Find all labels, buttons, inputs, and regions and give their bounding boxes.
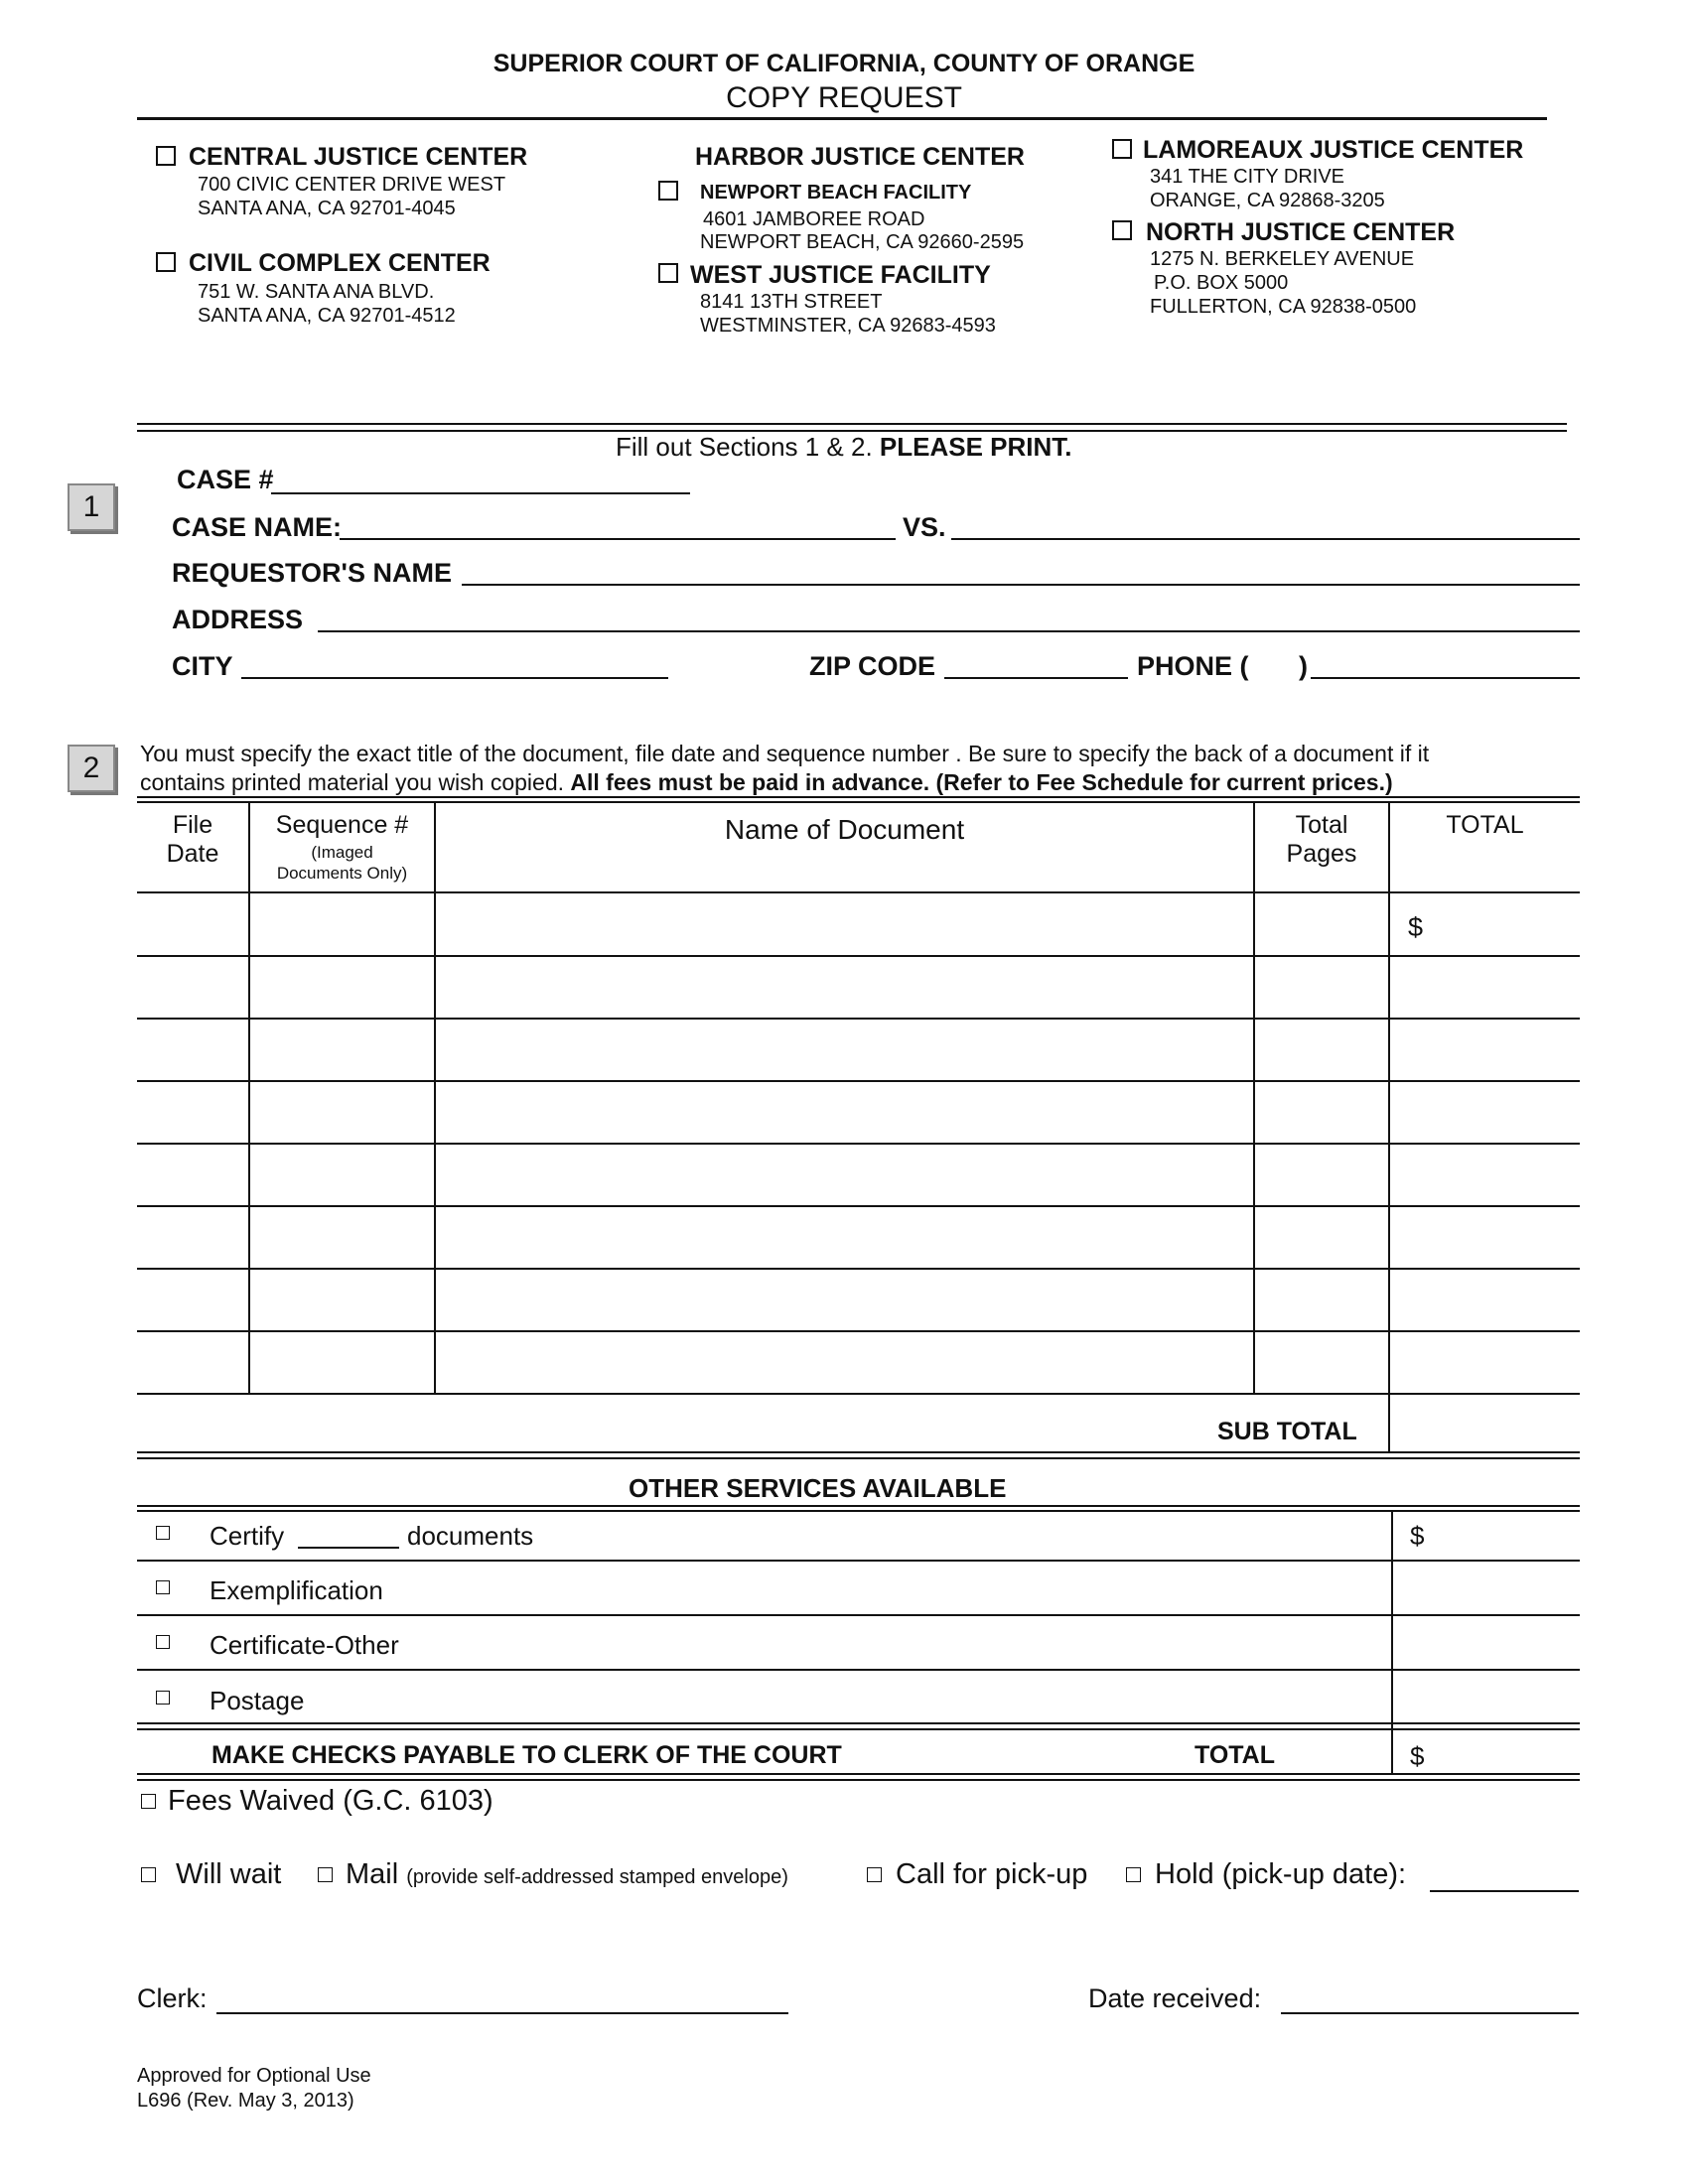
- services-rule-a: [137, 1505, 1580, 1507]
- total-rule-a: [137, 1773, 1580, 1775]
- table-row[interactable]: [137, 1207, 1580, 1268]
- table-row[interactable]: [137, 957, 1580, 1018]
- row-rule-8: [137, 1393, 1580, 1395]
- table-row[interactable]: [137, 1020, 1580, 1080]
- section1-top-rule-a: [137, 423, 1567, 425]
- city-field[interactable]: [241, 677, 668, 679]
- certify-count-field[interactable]: [298, 1547, 399, 1549]
- services-row-rule-2: [137, 1614, 1580, 1616]
- case-number-field[interactable]: [271, 492, 690, 494]
- civil-complex-address2: SANTA ANA, CA 92701-4512: [198, 305, 456, 327]
- lamoreaux-address2: ORANGE, CA 92868-3205: [1150, 190, 1385, 211]
- header-document-name: Name of Document: [724, 814, 965, 845]
- west-justice-checkbox[interactable]: [658, 263, 678, 283]
- newport-beach-address1: 4601 JAMBOREE ROAD: [703, 208, 925, 230]
- civil-complex-address1: 751 W. SANTA ANA BLVD.: [198, 281, 435, 303]
- phone-close-paren: ): [1299, 651, 1308, 681]
- fees-waived-checkbox[interactable]: [141, 1794, 156, 1809]
- vs-label: VS.: [903, 512, 946, 542]
- zip-code-label: ZIP CODE: [809, 651, 936, 681]
- header-total-pages-2: Pages: [1286, 840, 1357, 868]
- newport-beach-name: NEWPORT BEACH FACILITY: [700, 182, 972, 204]
- phone-field[interactable]: [1311, 677, 1580, 679]
- checks-payable-label: MAKE CHECKS PAYABLE TO CLERK OF THE COURT: [211, 1741, 842, 1769]
- table-row[interactable]: [137, 893, 1580, 955]
- west-justice-address2: WESTMINSTER, CA 92683-4593: [700, 315, 996, 337]
- header-total-pages-1: Total: [1295, 811, 1348, 839]
- mail-label: Mail: [346, 1858, 399, 1890]
- city-label: CITY: [172, 651, 233, 681]
- case-number-label: CASE #: [177, 465, 274, 494]
- case-name-field[interactable]: [340, 538, 896, 540]
- clerk-label: Clerk:: [137, 1983, 208, 2013]
- lamoreaux-address1: 341 THE CITY DRIVE: [1150, 166, 1344, 188]
- table-row[interactable]: [137, 1270, 1580, 1330]
- lamoreaux-checkbox[interactable]: [1112, 139, 1132, 159]
- date-received-field[interactable]: [1281, 2012, 1579, 2014]
- services-row-rule-1: [137, 1560, 1580, 1562]
- address-label: ADDRESS: [172, 605, 304, 634]
- table-top-rule-a: [137, 796, 1580, 798]
- instruction-fees-bold: All fees must be paid in advance. (Refer to Fee Schedule for current prices.): [570, 769, 1393, 795]
- services-row-rule-4b: [137, 1728, 1580, 1730]
- hold-label: Hold (pick-up date):: [1155, 1858, 1407, 1890]
- postage-checkbox[interactable]: [156, 1691, 170, 1705]
- grand-total-label: TOTAL: [1195, 1741, 1276, 1769]
- certify-documents-label: documents: [407, 1521, 534, 1551]
- header-rule: [137, 117, 1547, 120]
- certify-label: Certify: [210, 1521, 285, 1551]
- hold-date-field[interactable]: [1430, 1890, 1579, 1892]
- header-file-date-1: File: [172, 811, 213, 839]
- total-rule-b: [137, 1779, 1580, 1781]
- header-sequence: Sequence #: [275, 811, 409, 839]
- certificate-other-checkbox[interactable]: [156, 1635, 170, 1649]
- form-number: L696 (Rev. May 3, 2013): [137, 2090, 354, 2112]
- central-justice-checkbox[interactable]: [156, 146, 176, 166]
- other-services-heading: OTHER SERVICES AVAILABLE: [629, 1473, 1007, 1503]
- north-justice-address3: FULLERTON, CA 92838-0500: [1150, 296, 1417, 318]
- table-top-rule-b: [137, 801, 1580, 803]
- call-pickup-label: Call for pick-up: [896, 1858, 1088, 1890]
- header-total: TOTAL: [1446, 811, 1524, 839]
- postage-label: Postage: [210, 1686, 305, 1715]
- north-justice-name: NORTH JUSTICE CENTER: [1146, 218, 1456, 246]
- civil-complex-name: CIVIL COMPLEX CENTER: [189, 249, 491, 277]
- case-name-label: CASE NAME:: [172, 512, 343, 542]
- mail-checkbox[interactable]: [318, 1867, 333, 1882]
- mail-option: [346, 1858, 788, 1891]
- court-name: SUPERIOR COURT OF CALIFORNIA, COUNTY OF ORANGE: [492, 50, 1196, 77]
- header-sequence-sub2: Documents Only): [276, 864, 408, 883]
- services-rule-b: [137, 1510, 1580, 1512]
- instruction-text: Fill out Sections 1 & 2.: [616, 432, 873, 462]
- north-justice-checkbox[interactable]: [1112, 220, 1132, 240]
- table-row[interactable]: [137, 1145, 1580, 1205]
- header-sequence-sub1: (Imaged: [311, 843, 373, 862]
- certificate-other-label: Certificate-Other: [210, 1630, 399, 1660]
- exemplification-label: Exemplification: [210, 1575, 383, 1605]
- header-file-date-2: Date: [166, 840, 219, 868]
- subtotal-rule-a: [137, 1451, 1580, 1453]
- civil-complex-checkbox[interactable]: [156, 252, 176, 272]
- grand-total-dollar: $: [1410, 1741, 1425, 1771]
- zip-code-field[interactable]: [944, 677, 1128, 679]
- section2-instruction-line1: You must specify the exact title of the document, file date and sequence number . Be sure to specify the back of a document if it: [140, 741, 1430, 766]
- first-row-dollar: $: [1408, 912, 1424, 942]
- will-wait-checkbox[interactable]: [141, 1867, 156, 1882]
- requestor-name-label: REQUESTOR'S NAME: [172, 558, 452, 588]
- call-pickup-checkbox[interactable]: [867, 1867, 882, 1882]
- instruction-plain: contains printed material you wish copied.: [140, 769, 565, 795]
- address-field[interactable]: [318, 630, 1580, 632]
- vs-field[interactable]: [951, 538, 1580, 540]
- section1-instruction: [616, 432, 1072, 463]
- instruction-bold: PLEASE PRINT.: [879, 432, 1072, 462]
- newport-beach-checkbox[interactable]: [658, 181, 678, 201]
- services-col-divider: [1391, 1511, 1393, 1775]
- services-row-rule-4a: [137, 1722, 1580, 1724]
- table-row[interactable]: [137, 1082, 1580, 1143]
- hold-checkbox[interactable]: [1126, 1867, 1141, 1882]
- clerk-field[interactable]: [216, 2012, 788, 2014]
- central-justice-name: CENTRAL JUSTICE CENTER: [189, 143, 528, 171]
- section2-number-box: 2: [68, 745, 115, 792]
- harbor-justice-heading: HARBOR JUSTICE CENTER: [695, 143, 1025, 171]
- approved-note: Approved for Optional Use: [137, 2065, 371, 2087]
- section1-number-box: 1: [68, 483, 115, 531]
- requestor-name-field[interactable]: [462, 584, 1580, 586]
- fees-waived-label: Fees Waived (G.C. 6103): [168, 1785, 493, 1817]
- form-title: COPY REQUEST: [726, 81, 962, 114]
- subtotal-label: SUB TOTAL: [1217, 1418, 1357, 1445]
- central-justice-address1: 700 CIVIC CENTER DRIVE WEST: [198, 174, 506, 196]
- subtotal-rule-b: [137, 1457, 1580, 1459]
- central-justice-address2: SANTA ANA, CA 92701-4045: [198, 198, 456, 219]
- west-justice-address1: 8141 13TH STREET: [700, 291, 883, 313]
- section2-instruction-line2: [140, 769, 1393, 796]
- phone-label: PHONE (: [1137, 651, 1249, 681]
- exemplification-checkbox[interactable]: [156, 1580, 170, 1594]
- north-justice-address2: P.O. BOX 5000: [1154, 272, 1289, 294]
- certify-checkbox[interactable]: [156, 1526, 170, 1540]
- will-wait-label: Will wait: [176, 1858, 282, 1890]
- north-justice-address1: 1275 N. BERKELEY AVENUE: [1150, 248, 1415, 270]
- date-received-label: Date received:: [1088, 1983, 1262, 2013]
- certify-dollar: $: [1410, 1521, 1425, 1551]
- lamoreaux-name: LAMOREAUX JUSTICE CENTER: [1143, 136, 1524, 164]
- west-justice-name: WEST JUSTICE FACILITY: [690, 261, 991, 289]
- subtotal-field[interactable]: [1390, 1395, 1580, 1451]
- services-row-rule-3: [137, 1669, 1580, 1671]
- newport-beach-address2: NEWPORT BEACH, CA 92660-2595: [700, 231, 1025, 253]
- mail-note: (provide self-addressed stamped envelope): [406, 1866, 788, 1888]
- table-row[interactable]: [137, 1332, 1580, 1393]
